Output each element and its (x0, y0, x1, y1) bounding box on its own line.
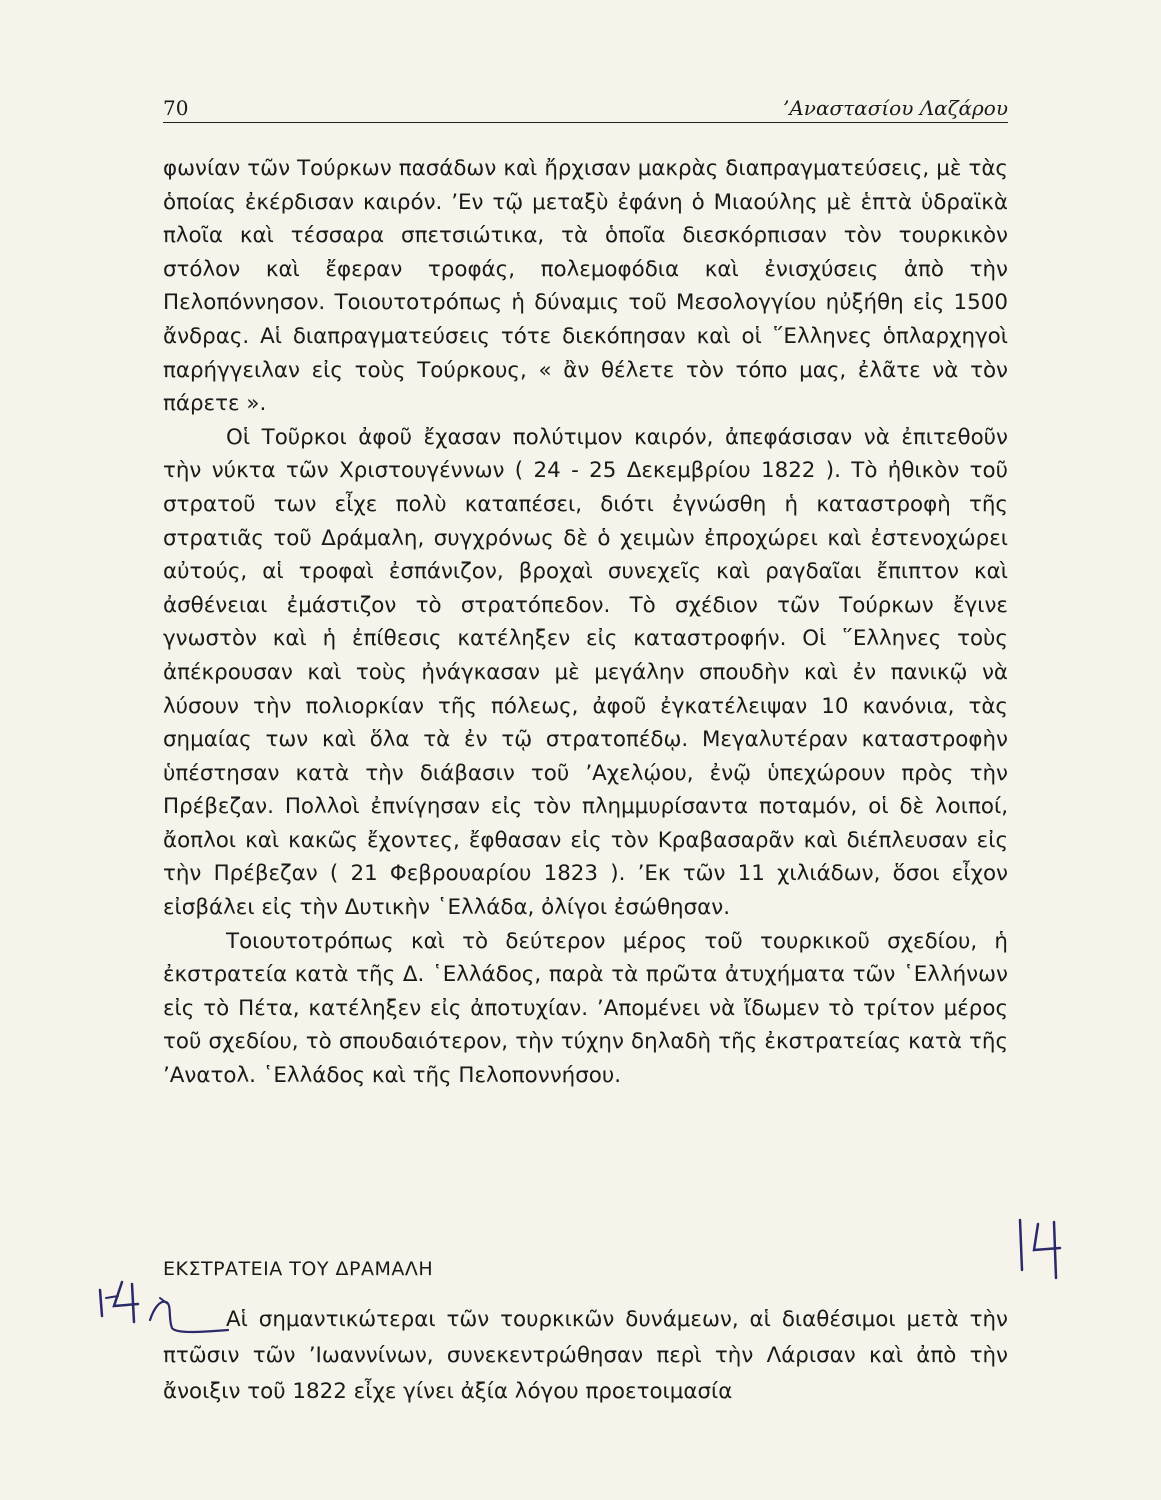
handwritten-paragraph-mark (142, 1294, 232, 1338)
section-text (163, 1302, 1008, 1410)
header-rule (163, 122, 1008, 123)
body-text (163, 152, 1008, 1093)
page-header (163, 86, 1008, 120)
section-paragraph: Αἱ σημαντικώτεραι τῶν τουρκικῶν δυνάμεων, αἱ διαθέσιμοι μετὰ τὴν πτῶσιν τῶν ’Ιωαννίνων, συνεκεντρώθησαν περὶ τὴν Λάρισαν καὶ ἀπὸ τὴν ἄνοιξιν τοῦ 1822 εἶχε γίνει ἀξία λόγου προετοιμασία (163, 1307, 1008, 1404)
section-title: ΕΚΣΤΡΑΤΕΙΑ ΤΟΥ ΔΡΑΜΑΛΗ (163, 1258, 434, 1280)
page-number: 70 (163, 96, 189, 120)
running-title: ’Αναστασίου Λαζάρου (783, 96, 1008, 120)
paragraph-3: Τοιουτοτρόπως καὶ τὸ δεύτερον μέρος τοῦ τουρκικοῦ σχεδίου, ἡ ἐκστρατεία κατὰ τῆς Δ. ῾Ελλάδος, παρὰ τὰ πρῶτα ἀτυχήματα τῶν ῾Ελλήνων εἰς τὸ Πέτα, κατέληξεν εἰς ἀποτυχίαν. ’Απομένει νὰ ἴδωμεν τὸ τρίτον μέρος τοῦ σχεδίου, τὸ σπουδαιότερον, τὴν τύχην δηλαδὴ τῆς ἐκστρατείας κατὰ τῆς ’Ανατολ. ῾Ελλάδος καὶ τῆς Πελοποννήσου. (163, 928, 1008, 1089)
handwritten-number-right (1008, 1212, 1068, 1282)
paragraph-1: φωνίαν τῶν Τούρκων πασάδων καὶ ἤρχισαν μακρὰς διαπραγματεύσεις, μὲ τὰς ὁποίας ἐκέρδισαν καιρόν. ’Εν τῷ μεταξὺ ἐφάνη ὁ Μιαούλης μὲ ἑπτὰ ὑδραϊκὰ πλοῖα καὶ τέσσαρα σπετσιώτικα, τὰ ὁποῖα διεσκόρπισαν τὸν τουρκικὸν στόλον καὶ ἔφεραν τροφάς, πολεμοφόδια καὶ ἐνισχύσεις ἀπὸ τὴν Πελοπόννησον. Τοιουτοτρόπως ἡ δύναμις τοῦ Μεσολογγίου ηὐξήθη εἰς 1500 ἄνδρας. Αἱ διαπραγματεύσεις τότε διεκόπησαν καὶ οἱ ῞Ελληνες ὁπλαρχηγοὶ παρήγγειλαν εἰς τοὺς Τούρκους, « ἂν θέλετε τὸν τόπο μας, ἐλᾶτε νὰ τὸν πάρετε ». (163, 156, 1008, 417)
paragraph-2: Οἱ Τοῦρκοι ἀφοῦ ἔχασαν πολύτιμον καιρόν, ἀπεφάσισαν νὰ ἐπιτεθοῦν τὴν νύκτα τῶν Χριστουγέννων ( 24 - 25 Δεκεμβρίου 1822 ). Τὸ ἠθικὸν τοῦ στρατοῦ των εἶχε πολὺ καταπέσει, διότι ἐγνώσθη ἡ καταστροφὴ τῆς στρατιᾶς τοῦ Δράμαλη, συγχρόνως δὲ ὁ χειμὼν ἐπροχώρει καὶ ἐστενοχώρει αὐτούς, αἱ τροφαὶ ἐσπάνιζον, βροχαὶ συνεχεῖς καὶ ραγδαῖαι ἔπιπτον καὶ ἀσθένειαι ἐμάστιζον τὸ στρατόπεδον. Τὸ σχέδιον τῶν Τούρκων ἔγινε γνωστὸν καὶ ἡ ἐπίθεσις κατέληξεν εἰς καταστροφήν. Οἱ ῞Ελληνες τοὺς ἀπέκρουσαν καὶ τοὺς ἠνάγκασαν μὲ μεγάλην σπουδὴν καὶ ἐν πανικῷ νὰ λύσουν τὴν πολιορκίαν τῆς πόλεως, ἀφοῦ ἐγκατέλειψαν 10 κανόνια, τὰς σημαίας των καὶ ὅλα τὰ ἐν τῷ στρατοπέδῳ. Μεγαλυτέραν καταστροφὴν ὑπέστησαν κατὰ τὴν διάβασιν τοῦ ’Αχελῴου, ἐνῷ ὑπεχώρουν πρὸς τὴν Πρέβεζαν. Πολλοὶ ἐπνίγησαν εἰς τὸν πλημμυρίσαντα ποταμόν, οἱ δὲ λοιποί, ἄοπλοι καὶ κακῶς ἔχοντες, ἔφθασαν εἰς τὸν Κραβασαρᾶν καὶ διέπλευσαν εἰς τὴν Πρέβεζαν ( 21 Φεβρουαρίου 1823 ). ’Εκ τῶν 11 χιλιάδων, ὅσοι εἶχον εἰσβάλει εἰς τὴν Δυτικὴν ῾Ελλάδα, ὀλίγοι ἐσώθησαν. (163, 424, 1008, 921)
